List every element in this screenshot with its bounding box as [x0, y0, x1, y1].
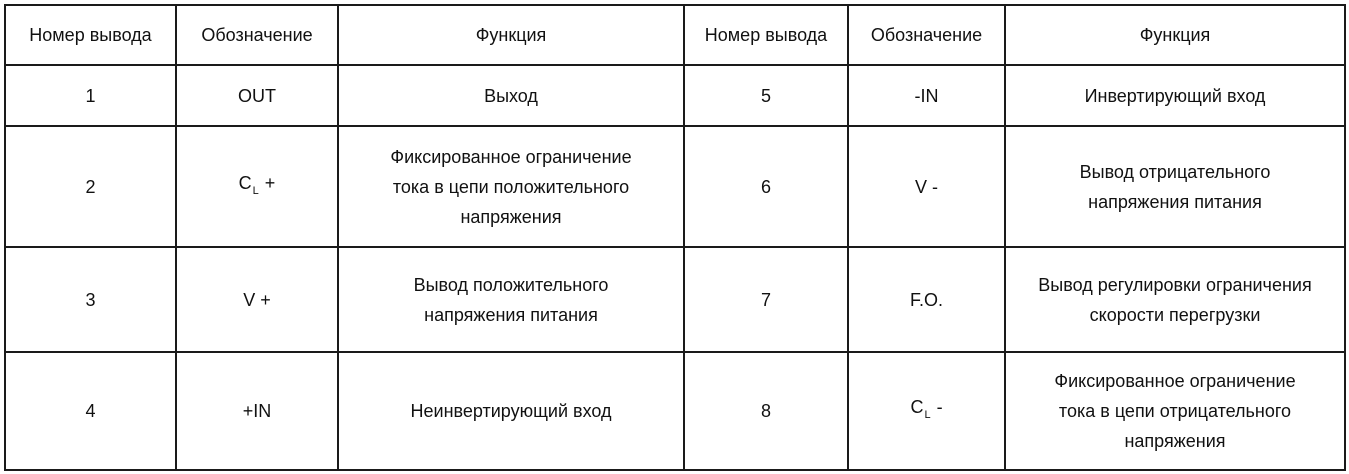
table-row	[5, 126, 1345, 247]
function-line: напряжения	[460, 206, 562, 227]
pin-number-cell: 6	[684, 126, 848, 247]
function-cell	[1005, 352, 1345, 470]
function-line: Вывод положительного	[413, 274, 609, 295]
function-cell	[338, 126, 684, 247]
designation-main: C	[238, 172, 252, 193]
function-line: Вывод регулировки ограничения	[1038, 274, 1312, 295]
function-line: тока в цепи положительного	[392, 176, 630, 197]
header-function-left: Функция	[338, 5, 684, 65]
table-row	[5, 247, 1345, 352]
header-pin-number-right: Номер вывода	[684, 5, 848, 65]
header-row	[5, 5, 1345, 65]
pin-number-cell: 1	[5, 65, 176, 126]
designation-cell: F.O.	[848, 247, 1005, 352]
header-function-right: Функция	[1005, 5, 1345, 65]
header-designation-left: Обозначение	[176, 5, 338, 65]
pin-number-cell: 8	[684, 352, 848, 470]
pin-number-cell: 4	[5, 352, 176, 470]
function-cell	[1005, 65, 1345, 126]
function-cell	[1005, 126, 1345, 247]
designation-cell: V -	[848, 126, 1005, 247]
function-line: тока в цепи отрицательного	[1058, 401, 1292, 421]
table-row	[5, 352, 1345, 470]
designation-suffix: +	[259, 172, 276, 193]
designation-cell: +IN	[176, 352, 338, 470]
designation-cell: -IN	[848, 65, 1005, 126]
function-line: напряжения питания	[1088, 191, 1262, 212]
header-pin-number-left: Номер вывода	[5, 5, 176, 65]
pin-number-cell: 5	[684, 65, 848, 126]
designation-cell	[848, 352, 1005, 470]
function-cell	[338, 247, 684, 352]
designation-subscript: L	[924, 409, 931, 421]
designation-cell: OUT	[176, 65, 338, 126]
pin-number-cell: 2	[5, 126, 176, 247]
designation-suffix: -	[931, 397, 943, 417]
designation-subscript: L	[252, 184, 259, 197]
pin-number-cell: 3	[5, 247, 176, 352]
designation-cell: V +	[176, 247, 338, 352]
function-line: Фиксированное ограничение	[1054, 371, 1296, 391]
function-cell	[338, 65, 684, 126]
pin-number-cell: 7	[684, 247, 848, 352]
function-cell	[338, 352, 684, 470]
function-line: скорости перегрузки	[1089, 304, 1261, 325]
function-line: Неинвертирующий вход	[410, 401, 612, 421]
function-line: Инвертирующий вход	[1084, 85, 1266, 106]
function-line: Выход	[484, 85, 538, 106]
function-line: напряжения	[1124, 431, 1226, 451]
function-cell	[1005, 247, 1345, 352]
function-line: Вывод отрицательного	[1079, 161, 1271, 182]
table-row	[5, 65, 1345, 126]
header-designation-right: Обозначение	[848, 5, 1005, 65]
designation-main: C	[910, 397, 924, 417]
function-line: напряжения питания	[424, 304, 598, 325]
designation-cell	[176, 126, 338, 247]
pinout-table	[4, 4, 1346, 471]
function-line: Фиксированное ограничение	[390, 146, 632, 167]
